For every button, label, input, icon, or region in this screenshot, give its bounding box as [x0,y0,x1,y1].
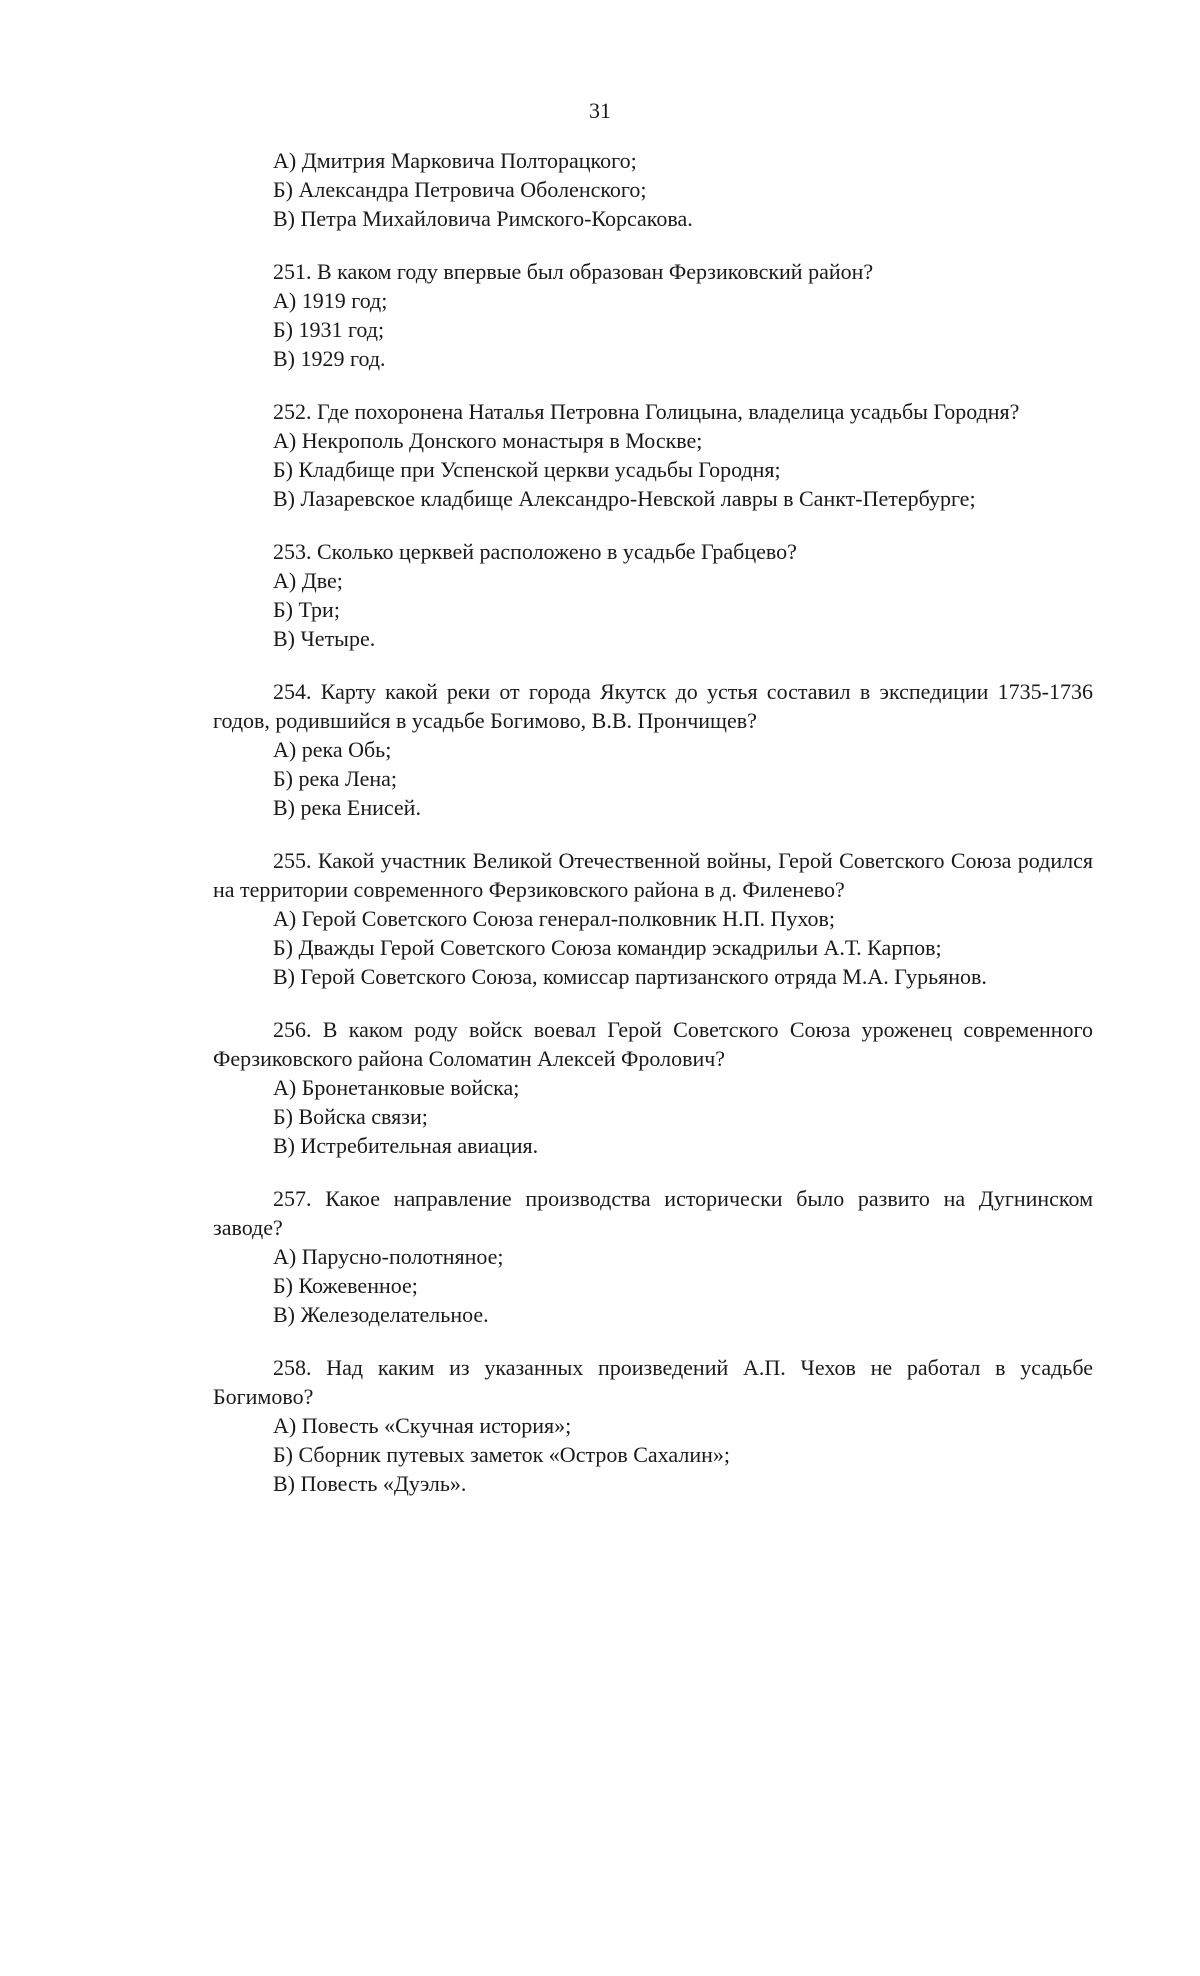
option: А) Повесть «Скучная история»; [273,1413,572,1438]
option: А) Герой Советского Союза генерал-полковник Н.П. Пухов; [273,906,836,931]
question-258 [213,1353,1093,1498]
option: А) Дмитрия Марковича Полторацкого; [273,148,637,173]
option-list [213,904,1093,991]
option: В) 1929 год. [273,346,386,371]
option: В) Железоделательное. [273,1302,489,1327]
option: Б) Кожевенное; [273,1273,418,1298]
option: А) Бронетанковые войска; [273,1075,520,1100]
option: А) Две; [273,568,343,593]
option: А) 1919 год; [273,288,388,313]
option-list [213,146,1093,233]
option: А) Некрополь Донского монастыря в Москве; [273,428,703,453]
question-256 [213,1015,1093,1160]
option-list [213,1242,1093,1329]
option-list [213,1411,1093,1498]
option-list [213,426,1093,513]
option-list [213,566,1093,653]
question-text: 256. В каком роду войск воевал Герой Советского Союза уроженец современного Ферзиковского района Соломатин Алексей Фролович? [213,1017,1093,1071]
option: Б) Дважды Герой Советского Союза командир эскадрильи А.Т. Карпов; [273,935,942,960]
question-text: 257. Какое направление производства исторически было развито на Дугнинском заводе? [213,1186,1093,1240]
question-text: 258. Над каким из указанных произведений А.П. Чехов не работал в усадьбе Богимово? [213,1355,1093,1409]
question-text: 254. Карту какой реки от города Якутск до устья составил в экспедиции 1735-1736 годов, родившийся в усадьбе Богимово, В.В. Прончищев? [213,679,1093,733]
question-255 [213,846,1093,991]
question-251 [213,257,1093,373]
page-content [213,146,1093,1522]
option: Б) 1931 год; [273,317,385,342]
option: В) Герой Советского Союза, комиссар партизанского отряда М.А. Гурьянов. [273,964,987,989]
question-252 [213,397,1093,513]
question-text: 255. Какой участник Великой Отечественной войны, Герой Советского Союза родился на территории современного Ферзиковского района в д. Филенево? [213,848,1093,902]
question-253 [213,537,1093,653]
option: Б) река Лена; [273,766,398,791]
option: В) Петра Михайловича Римского-Корсакова. [273,206,693,231]
option: В) Истребительная авиация. [273,1133,539,1158]
question-text: 253. Сколько церквей расположено в усадьбе Грабцево? [273,539,797,564]
option: В) Лазаревское кладбище Александро-Невской лавры в Санкт-Петербурге; [273,486,976,511]
continued-options [213,146,1093,233]
option: В) Четыре. [273,626,376,651]
option: Б) Кладбище при Успенской церкви усадьбы Городня; [273,457,781,482]
question-text: 252. Где похоронена Наталья Петровна Голицына, владелица усадьбы Городня? [273,399,1020,424]
option-list [213,735,1093,822]
option: Б) Сборник путевых заметок «Остров Сахалин»; [273,1442,730,1467]
option: В) река Енисей. [273,795,421,820]
option: А) река Обь; [273,737,392,762]
option: А) Парусно-полотняное; [273,1244,504,1269]
option: Б) Александра Петровича Оболенского; [273,177,647,202]
page-number: 31 [589,98,611,123]
option-list [213,286,1093,373]
question-text: 251. В каком году впервые был образован Ферзиковский район? [273,259,874,284]
option: Б) Войска связи; [273,1104,428,1129]
option: Б) Три; [273,597,340,622]
question-254 [213,677,1093,822]
option-list [213,1073,1093,1160]
option: В) Повесть «Дуэль». [273,1471,467,1496]
question-257 [213,1184,1093,1329]
